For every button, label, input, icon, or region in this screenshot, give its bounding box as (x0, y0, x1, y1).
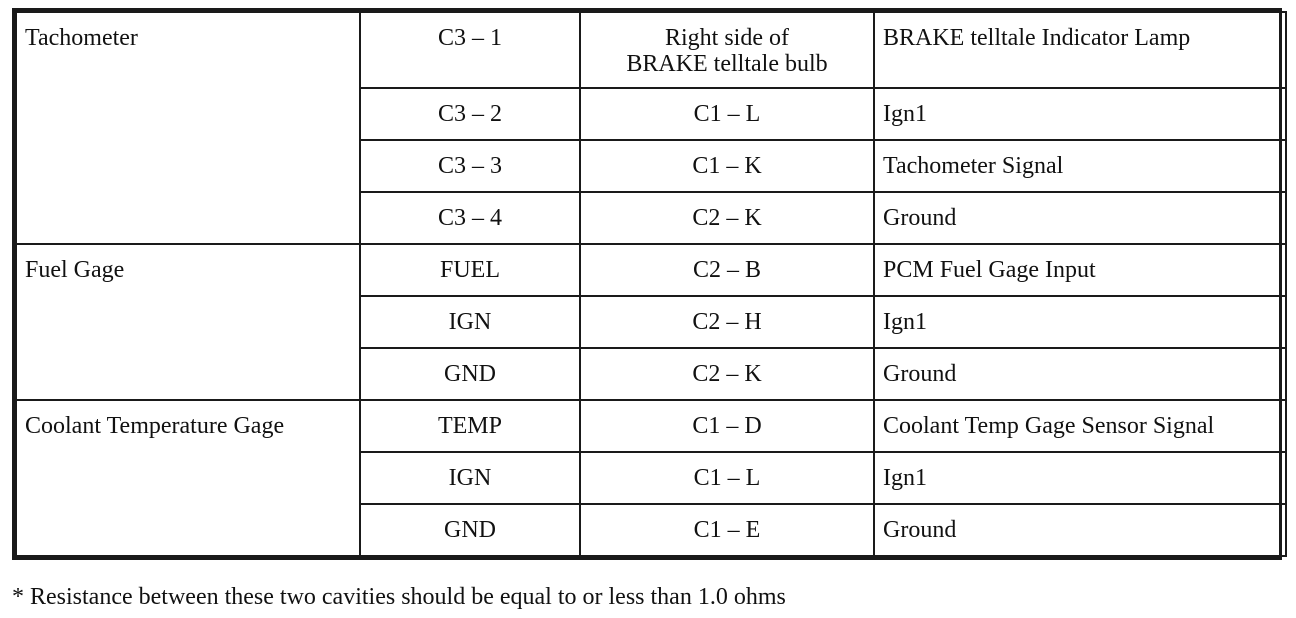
pin-cell: C3 – 2 (360, 88, 580, 140)
table-row (16, 12, 1286, 88)
table-row (16, 400, 1286, 452)
circuit-cell: Ign1 (874, 452, 1286, 504)
connects-to-cell: C2 – H (580, 296, 874, 348)
connects-to-cell: C1 – K (580, 140, 874, 192)
pin-cell: TEMP (360, 400, 580, 452)
gauge-name-cell: Fuel Gage (16, 244, 360, 400)
pin-cell: GND (360, 504, 580, 556)
circuit-cell: Coolant Temp Gage Sensor Signal (874, 400, 1286, 452)
circuit-cell: Ground (874, 192, 1286, 244)
pin-cell: C3 – 4 (360, 192, 580, 244)
circuit-cell: BRAKE telltale Indicator Lamp (874, 12, 1286, 88)
table-body (16, 12, 1286, 556)
connects-to-cell: C1 – L (580, 88, 874, 140)
connects-to-cell: C2 – K (580, 192, 874, 244)
gauge-test-table-frame (12, 8, 1282, 560)
pin-cell: FUEL (360, 244, 580, 296)
connects-to-cell: C1 – E (580, 504, 874, 556)
pin-cell: C3 – 1 (360, 12, 580, 88)
pin-cell: GND (360, 348, 580, 400)
gauge-name-cell: Coolant Temperature Gage (16, 400, 360, 556)
circuit-cell: Tachometer Signal (874, 140, 1286, 192)
pin-cell: IGN (360, 296, 580, 348)
pin-cell: IGN (360, 452, 580, 504)
circuit-cell: Ign1 (874, 88, 1286, 140)
table-row (16, 244, 1286, 296)
connects-to-cell: C2 – K (580, 348, 874, 400)
footnote: * Resistance between these two cavities should be equal to or less than 1.0 ohms (12, 584, 786, 610)
connects-to-cell: Right side of BRAKE telltale bulb (580, 12, 874, 88)
connects-to-cell: C1 – L (580, 452, 874, 504)
circuit-cell: Ground (874, 348, 1286, 400)
circuit-cell: Ign1 (874, 296, 1286, 348)
connects-to-cell: C2 – B (580, 244, 874, 296)
circuit-cell: Ground (874, 504, 1286, 556)
connects-to-cell: C1 – D (580, 400, 874, 452)
gauge-name-cell: Tachometer (16, 12, 360, 244)
circuit-cell: PCM Fuel Gage Input (874, 244, 1286, 296)
gauge-test-table (15, 11, 1287, 557)
pin-cell: C3 – 3 (360, 140, 580, 192)
